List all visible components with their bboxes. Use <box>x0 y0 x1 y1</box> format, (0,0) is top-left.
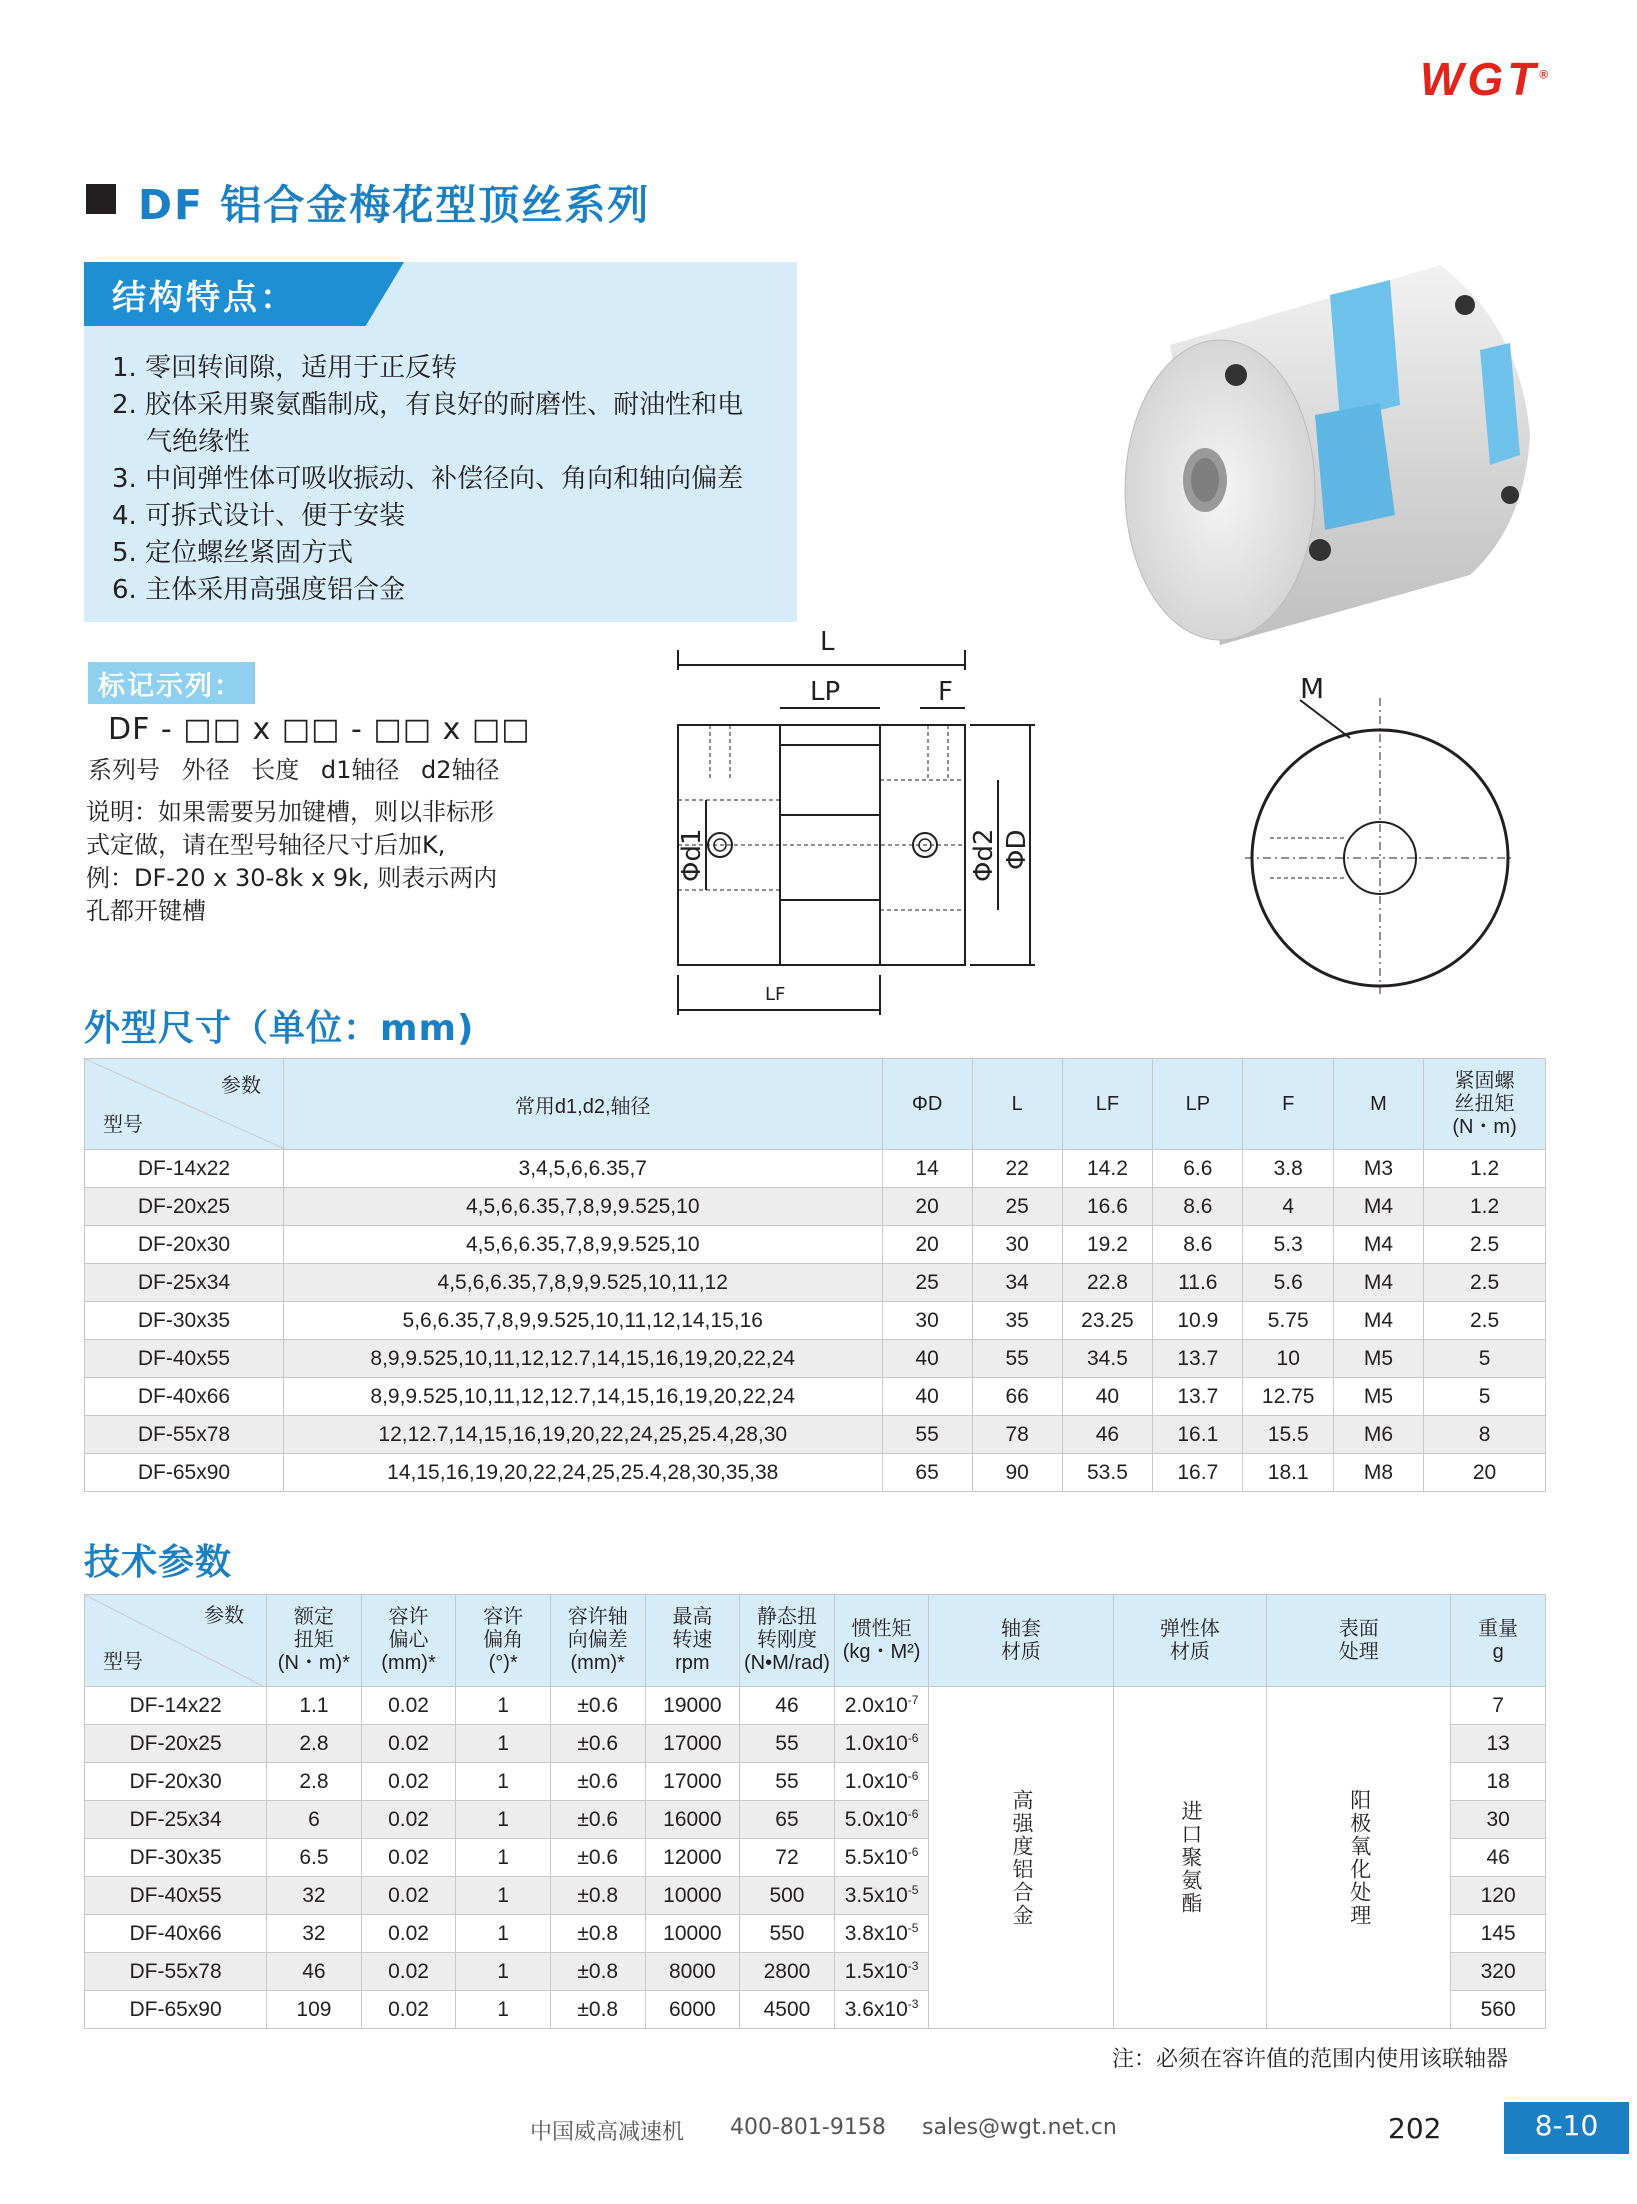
table-cell: ±0.8 <box>550 1915 645 1953</box>
inertia-cell <box>834 1839 929 1877</box>
table-cell: 46 <box>740 1687 835 1725</box>
table-cell: 16.7 <box>1153 1454 1243 1492</box>
table-cell: 34.5 <box>1062 1340 1152 1378</box>
table-cell: 20 <box>1424 1454 1546 1492</box>
table-cell: 55 <box>740 1763 835 1801</box>
table-cell: 1 <box>456 1687 551 1725</box>
col-header: F <box>1243 1059 1333 1150</box>
table-cell: 1 <box>456 1877 551 1915</box>
dim-label-d2: Φd2 <box>969 828 999 882</box>
set-screw-icon <box>1225 364 1247 386</box>
table-cell: ±0.8 <box>550 1877 645 1915</box>
header-line: (N•M/rad) <box>744 1652 830 1674</box>
dims-section-title: 外型尺寸（单位：mm) <box>84 1008 475 1049</box>
table-cell: 109 <box>267 1991 362 2029</box>
inertia-value: 3.8x10 <box>844 1922 908 1945</box>
inertia-value: 1.0x10 <box>844 1770 908 1793</box>
model-cell: DF-30x35 <box>85 1302 284 1340</box>
table-cell: M5 <box>1333 1340 1423 1378</box>
side-view-drawing <box>620 620 1070 1020</box>
model-cell: DF-20x30 <box>85 1226 284 1264</box>
table-cell: 8,9,9.525,10,11,12,12.7,14,15,16,19,20,22,24 <box>283 1340 882 1378</box>
marking-code: DF - □□ x □□ - □□ x □□ <box>108 712 531 747</box>
model-cell: DF-20x30 <box>85 1763 267 1801</box>
col-header <box>1267 1595 1451 1687</box>
table-cell: 40 <box>1062 1378 1152 1416</box>
header-line: (°)* <box>488 1652 518 1674</box>
inertia-cell <box>834 1915 929 1953</box>
table-cell: 1 <box>456 1953 551 1991</box>
table-cell: ±0.6 <box>550 1725 645 1763</box>
table-cell: 30 <box>972 1226 1062 1264</box>
inertia-cell <box>834 1725 929 1763</box>
set-screw-icon <box>1309 539 1331 561</box>
feature-item: 1. 零回转间隙，适用于正反转 <box>112 353 458 383</box>
col-header-torque <box>1424 1059 1546 1150</box>
corner-header <box>85 1595 267 1687</box>
end-view-drawing <box>1240 668 1540 998</box>
table-cell: 0.02 <box>361 1915 456 1953</box>
model-cell: DF-40x55 <box>85 1877 267 1915</box>
model-cell: DF-14x22 <box>85 1687 267 1725</box>
table-cell: M4 <box>1333 1302 1423 1340</box>
sleeve-material-cell: 高强度铝合金 <box>929 1687 1113 2029</box>
header-line: rpm <box>675 1652 710 1674</box>
tech-section-title: 技术参数 <box>84 1542 233 1583</box>
page-title: DF 铝合金梅花型顶丝系列 <box>138 181 651 229</box>
inertia-exponent: -6 <box>907 1807 919 1821</box>
header-line: 转速 <box>672 1629 713 1651</box>
table-cell: 550 <box>740 1915 835 1953</box>
col-header <box>740 1595 835 1687</box>
header-line: (N・m)* <box>277 1652 351 1674</box>
table-cell: 0.02 <box>361 1953 456 1991</box>
feature-item: 4. 可拆式设计、便于安装 <box>112 501 406 531</box>
inertia-cell <box>834 1953 929 1991</box>
dim-label-F: F <box>938 677 953 707</box>
col-header <box>834 1595 929 1687</box>
table-cell: 8.6 <box>1153 1188 1243 1226</box>
table-row <box>85 1687 1546 1725</box>
table-cell: 22.8 <box>1062 1264 1152 1302</box>
table-cell: 0.02 <box>361 1763 456 1801</box>
marking-labels: 系列号 外径 长度 d1轴径 d2轴径 <box>88 756 500 784</box>
table-cell: 12,12.7,14,15,16,19,20,22,24,25,25.4,28,30 <box>283 1416 882 1454</box>
table-cell: 55 <box>972 1340 1062 1378</box>
table-cell: 10000 <box>645 1877 740 1915</box>
model-cell: DF-20x25 <box>85 1188 284 1226</box>
corner-bottom-label: 型号 <box>103 1651 143 1673</box>
table-cell: ±0.6 <box>550 1839 645 1877</box>
table-cell: 55 <box>882 1416 972 1454</box>
table-cell: 6 <box>267 1801 362 1839</box>
table-cell: 12.75 <box>1243 1378 1333 1416</box>
col-header: ΦD <box>882 1059 972 1150</box>
footer-company: 中国威高减速机 <box>530 2120 685 2145</box>
set-screw-icon <box>1455 295 1475 315</box>
table-cell: 5,6,6.35,7,8,9,9.525,10,11,12,14,15,16 <box>283 1302 882 1340</box>
inertia-cell <box>834 1801 929 1839</box>
model-cell: DF-30x35 <box>85 1839 267 1877</box>
col-header <box>929 1595 1113 1687</box>
table-row <box>85 1302 1546 1340</box>
inertia-exponent: -5 <box>907 1921 919 1935</box>
corner-bottom-label: 型号 <box>103 1114 143 1136</box>
inertia-cell <box>834 1877 929 1915</box>
elastomer-jaw <box>1330 280 1400 420</box>
weight-cell: 18 <box>1451 1763 1546 1801</box>
coupling-product-image <box>1110 255 1580 655</box>
marking-note <box>86 796 556 928</box>
note-line: 例：DF-20 x 30-8k x 9k, 则表示两内 <box>86 864 498 892</box>
table-cell: 500 <box>740 1877 835 1915</box>
col-header: M <box>1333 1059 1423 1150</box>
table-cell: 1 <box>456 1725 551 1763</box>
header-line: 静态扭 <box>756 1606 817 1628</box>
header-line: 表面 <box>1338 1617 1379 1640</box>
table-cell: 10.9 <box>1153 1302 1243 1340</box>
table-cell: 16.1 <box>1153 1416 1243 1454</box>
tech-note: 注：必须在容许值的范围内使用该联轴器 <box>1112 2047 1509 2072</box>
header-line: 重量 <box>1478 1617 1519 1640</box>
col-header <box>645 1595 740 1687</box>
weight-cell: 320 <box>1451 1953 1546 1991</box>
table-cell: 72 <box>740 1839 835 1877</box>
table-cell: 16.6 <box>1062 1188 1152 1226</box>
table-cell: 0.02 <box>361 1725 456 1763</box>
table-cell: 30 <box>882 1302 972 1340</box>
table-cell: 1.2 <box>1424 1150 1546 1188</box>
inertia-cell <box>834 1991 929 2029</box>
corner-top-label: 参数 <box>220 1075 261 1097</box>
table-cell: 1.2 <box>1424 1188 1546 1226</box>
inertia-cell <box>834 1687 929 1725</box>
table-cell: 11.6 <box>1153 1264 1243 1302</box>
table-cell: 12000 <box>645 1839 740 1877</box>
table-cell: M5 <box>1333 1378 1423 1416</box>
inertia-exponent: -7 <box>907 1693 919 1707</box>
weight-cell: 145 <box>1451 1915 1546 1953</box>
table-cell: 1 <box>456 1839 551 1877</box>
table-cell: 16000 <box>645 1801 740 1839</box>
weight-cell: 46 <box>1451 1839 1546 1877</box>
inertia-value: 5.0x10 <box>844 1808 908 1831</box>
header-line: 紧固螺 <box>1454 1069 1515 1092</box>
table-row <box>85 1264 1546 1302</box>
table-cell: 13.7 <box>1153 1378 1243 1416</box>
model-cell: DF-40x66 <box>85 1915 267 1953</box>
table-cell: 10000 <box>645 1915 740 1953</box>
dim-label-D: ΦD <box>1002 829 1032 870</box>
section-number: 8-10 <box>1534 2109 1599 2142</box>
header-line: (mm)* <box>381 1652 436 1674</box>
footer-email: sales@wgt.net.cn <box>922 2115 1117 2140</box>
table-cell: 2.5 <box>1424 1226 1546 1264</box>
feature-item: 5. 定位螺丝紧固方式 <box>112 538 354 568</box>
table-cell: 4,5,6,6.35,7,8,9,9.525,10,11,12 <box>283 1264 882 1302</box>
header-line: 处理 <box>1338 1640 1379 1663</box>
model-cell: DF-55x78 <box>85 1416 284 1454</box>
col-header: 常用d1,d2,轴径 <box>283 1059 882 1150</box>
table-row <box>85 1150 1546 1188</box>
dim-label-d1: Φd1 <box>677 828 707 882</box>
header-line: 材质 <box>1169 1640 1210 1663</box>
table-cell: M3 <box>1333 1150 1423 1188</box>
elastomer-material-cell: 进口聚氨酯 <box>1113 1687 1267 2029</box>
table-cell: 10 <box>1243 1340 1333 1378</box>
footer-phone: 400-801-9158 <box>730 2115 886 2140</box>
header-line: 丝扭矩 <box>1454 1092 1515 1115</box>
table-cell: 15.5 <box>1243 1416 1333 1454</box>
inertia-value: 1.5x10 <box>844 1960 908 1983</box>
table-cell: 5 <box>1424 1378 1546 1416</box>
inertia-exponent: -5 <box>907 1883 919 1897</box>
header-line: (mm)* <box>570 1652 625 1674</box>
table-cell: 0.02 <box>361 1877 456 1915</box>
table-cell: 14,15,16,19,20,22,24,25,25.4,28,30,35,38 <box>283 1454 882 1492</box>
surface-treatment-cell: 阳极氧化处理 <box>1267 1687 1451 2029</box>
logo-text: WGT <box>1420 53 1540 105</box>
registered-mark: ® <box>1539 67 1553 82</box>
table-cell: 4,5,6,6.35,7,8,9,9.525,10 <box>283 1188 882 1226</box>
col-header <box>550 1595 645 1687</box>
features-heading: 结构特点： <box>112 278 297 318</box>
header-line: 材质 <box>1000 1640 1041 1663</box>
corner-header <box>85 1059 284 1150</box>
inertia-exponent: -6 <box>907 1845 919 1859</box>
inertia-value: 3.5x10 <box>844 1884 908 1907</box>
table-cell: 2800 <box>740 1953 835 1991</box>
header-line: (N・m) <box>1452 1115 1517 1138</box>
table-cell: 19000 <box>645 1687 740 1725</box>
table-cell: 19.2 <box>1062 1226 1152 1264</box>
table-cell: 5.6 <box>1243 1264 1333 1302</box>
model-cell: DF-55x78 <box>85 1953 267 1991</box>
model-cell: DF-14x22 <box>85 1150 284 1188</box>
table-cell: 2.5 <box>1424 1264 1546 1302</box>
table-cell: 1 <box>456 1763 551 1801</box>
table-cell: 23.25 <box>1062 1302 1152 1340</box>
model-cell: DF-25x34 <box>85 1801 267 1839</box>
table-cell: 34 <box>972 1264 1062 1302</box>
table-cell: 8,9,9.525,10,11,12,12.7,14,15,16,19,20,22,24 <box>283 1378 882 1416</box>
table-cell: ±0.6 <box>550 1687 645 1725</box>
table-cell: 25 <box>882 1264 972 1302</box>
table-cell: 5.3 <box>1243 1226 1333 1264</box>
model-cell: DF-40x55 <box>85 1340 284 1378</box>
table-cell: 2.5 <box>1424 1302 1546 1340</box>
table-cell: 6000 <box>645 1991 740 2029</box>
col-header: L <box>972 1059 1062 1150</box>
table-cell: 5 <box>1424 1340 1546 1378</box>
table-cell: 8.6 <box>1153 1226 1243 1264</box>
table-cell: 3.8 <box>1243 1150 1333 1188</box>
header-line: g <box>1492 1640 1504 1663</box>
dim-label-LF: LF <box>765 984 786 1005</box>
features-list <box>112 350 743 609</box>
feature-item: 气绝缘性 <box>146 427 251 457</box>
table-cell: 4,5,6,6.35,7,8,9,9.525,10 <box>283 1226 882 1264</box>
table-cell: 17000 <box>645 1763 740 1801</box>
model-cell: DF-65x90 <box>85 1454 284 1492</box>
table-row <box>85 1188 1546 1226</box>
table-cell: M4 <box>1333 1264 1423 1302</box>
note-line: 孔都开键槽 <box>86 897 206 925</box>
inertia-value: 2.0x10 <box>844 1694 908 1717</box>
table-cell: 20 <box>882 1188 972 1226</box>
table-cell: 35 <box>972 1302 1062 1340</box>
table-cell: 8000 <box>645 1953 740 1991</box>
header-line: 容许 <box>388 1606 429 1628</box>
header-line: 容许 <box>483 1606 524 1628</box>
table-cell: 22 <box>972 1150 1062 1188</box>
table-row <box>85 1454 1546 1492</box>
inertia-exponent: -3 <box>907 1997 919 2011</box>
col-header <box>1451 1595 1546 1687</box>
weight-cell: 560 <box>1451 1991 1546 2029</box>
table-cell: 65 <box>882 1454 972 1492</box>
inertia-value: 5.5x10 <box>844 1846 908 1869</box>
feature-item: 2. 胶体采用聚氨酯制成，有良好的耐磨性、耐油性和电 <box>112 390 744 420</box>
col-header <box>1113 1595 1267 1687</box>
table-cell: ±0.6 <box>550 1763 645 1801</box>
table-cell: 1 <box>456 1991 551 2029</box>
table-cell: 17000 <box>645 1725 740 1763</box>
table-row <box>85 1378 1546 1416</box>
table-cell: 4 <box>1243 1188 1333 1226</box>
table-cell: 53.5 <box>1062 1454 1152 1492</box>
model-cell: DF-65x90 <box>85 1991 267 2029</box>
table-cell: 32 <box>267 1877 362 1915</box>
table-cell: 4500 <box>740 1991 835 2029</box>
table-cell: 13.7 <box>1153 1340 1243 1378</box>
table-cell: 65 <box>740 1801 835 1839</box>
col-header: LF <box>1062 1059 1152 1150</box>
table-cell: 6.5 <box>267 1839 362 1877</box>
dimensions-table <box>84 1058 1546 1492</box>
header-line: (kg・M²) <box>842 1640 921 1663</box>
dim-label-L: L <box>820 627 835 657</box>
inertia-cell <box>834 1763 929 1801</box>
table-cell: M6 <box>1333 1416 1423 1454</box>
weight-cell: 13 <box>1451 1725 1546 1763</box>
tech-params-table <box>84 1594 1546 2029</box>
table-cell: 40 <box>882 1340 972 1378</box>
table-cell: ±0.6 <box>550 1801 645 1839</box>
inertia-exponent: -6 <box>907 1769 919 1783</box>
table-cell: 40 <box>882 1378 972 1416</box>
header-line: 弹性体 <box>1159 1617 1220 1640</box>
table-cell: 2.8 <box>267 1725 362 1763</box>
set-screw-icon <box>1501 486 1519 504</box>
weight-cell: 7 <box>1451 1687 1546 1725</box>
header-line: 扭矩 <box>293 1629 334 1651</box>
header-line: 转刚度 <box>756 1629 817 1651</box>
table-cell: 66 <box>972 1378 1062 1416</box>
model-cell: DF-25x34 <box>85 1264 284 1302</box>
header-line: 偏心 <box>388 1629 429 1651</box>
table-cell: ±0.8 <box>550 1953 645 1991</box>
inertia-value: 1.0x10 <box>844 1732 908 1755</box>
feature-item: 6. 主体采用高强度铝合金 <box>112 575 406 605</box>
table-cell: 55 <box>740 1725 835 1763</box>
table-cell: 14.2 <box>1062 1150 1152 1188</box>
table-cell: 0.02 <box>361 1801 456 1839</box>
model-cell: DF-40x66 <box>85 1378 284 1416</box>
table-cell: 0.02 <box>361 1991 456 2029</box>
table-cell: 3,4,5,6,6.35,7 <box>283 1150 882 1188</box>
table-cell: M4 <box>1333 1226 1423 1264</box>
inertia-exponent: -3 <box>907 1959 919 1973</box>
dim-label-M: M <box>1300 672 1325 705</box>
model-cell: DF-20x25 <box>85 1725 267 1763</box>
table-cell: 18.1 <box>1243 1454 1333 1492</box>
table-cell: 8 <box>1424 1416 1546 1454</box>
table-cell: 32 <box>267 1915 362 1953</box>
col-header <box>456 1595 551 1687</box>
table-row <box>85 1416 1546 1454</box>
table-cell: 1 <box>456 1801 551 1839</box>
note-line: 式定做，请在型号轴径尺寸后加K, <box>86 831 446 859</box>
col-header: LP <box>1153 1059 1243 1150</box>
header-line: 轴套 <box>1000 1617 1041 1640</box>
note-line: 说明：如果需要另加键槽，则以非标形 <box>86 798 494 826</box>
wgt-logo <box>1420 52 1552 106</box>
table-cell: 78 <box>972 1416 1062 1454</box>
table-cell: 1.1 <box>267 1687 362 1725</box>
weight-cell: 30 <box>1451 1801 1546 1839</box>
header-line: 容许轴 <box>567 1606 628 1628</box>
dim-label-LP: LP <box>810 677 841 707</box>
col-header <box>267 1595 362 1687</box>
corner-top-label: 参数 <box>204 1605 245 1627</box>
header-line: 向偏差 <box>567 1629 628 1651</box>
inertia-exponent: -6 <box>907 1731 919 1745</box>
header-line: 最高 <box>672 1606 713 1628</box>
table-cell: 46 <box>1062 1416 1152 1454</box>
header-line: 偏角 <box>483 1629 524 1651</box>
feature-item: 3. 中间弹性体可吸收振动、补偿径向、角向和轴向偏差 <box>112 464 744 494</box>
weight-cell: 120 <box>1451 1877 1546 1915</box>
table-cell: 0.02 <box>361 1839 456 1877</box>
table-cell: 5.75 <box>1243 1302 1333 1340</box>
inertia-value: 3.6x10 <box>844 1998 908 2021</box>
page-number: 202 <box>1388 2112 1442 2145</box>
table-cell: 90 <box>972 1454 1062 1492</box>
table-cell: 20 <box>882 1226 972 1264</box>
table-row <box>85 1340 1546 1378</box>
table-cell: 14 <box>882 1150 972 1188</box>
col-header <box>361 1595 456 1687</box>
table-cell: 6.6 <box>1153 1150 1243 1188</box>
table-cell: 2.8 <box>267 1763 362 1801</box>
table-row <box>85 1226 1546 1264</box>
title-square-icon <box>86 184 116 214</box>
table-cell: 0.02 <box>361 1687 456 1725</box>
table-cell: ±0.8 <box>550 1991 645 2029</box>
table-cell: 46 <box>267 1953 362 1991</box>
table-cell: 1 <box>456 1915 551 1953</box>
table-cell: M4 <box>1333 1188 1423 1226</box>
header-line: 惯性矩 <box>851 1617 912 1640</box>
table-cell: M8 <box>1333 1454 1423 1492</box>
table-cell: 25 <box>972 1188 1062 1226</box>
marking-heading: 标记示列： <box>98 671 243 702</box>
header-line: 额定 <box>293 1606 334 1628</box>
